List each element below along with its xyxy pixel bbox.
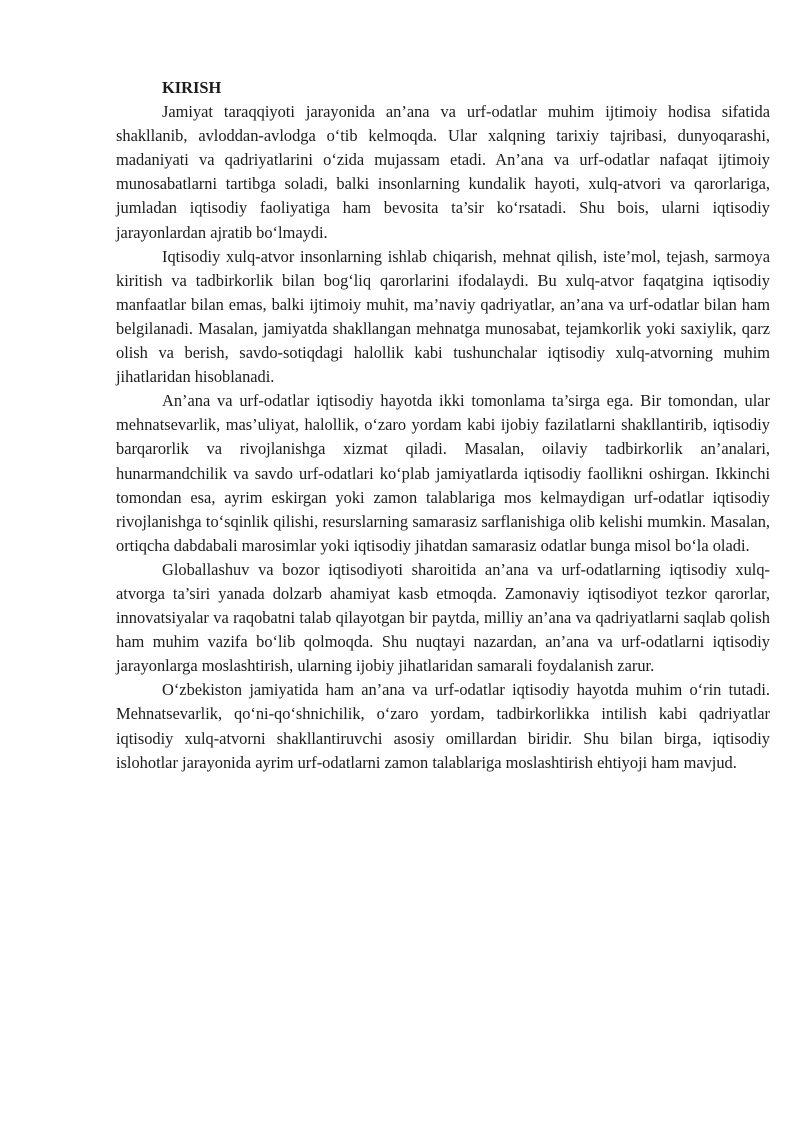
paragraph-2: Iqtisodiy xulq-atvor insonlarning ishlab chiqarish, mehnat qilish, iste’mol, tejash, sarmoya kiritish va tadbirkorlik bilan bog‘liq qarorlarini ifodalaydi. Bu xulq-atvor faqatgina iqtisodiy manfaatlar bilan emas, balki ijtimoiy muhit, ma’naviy qadriyatlar, an’ana va urf-odatlar bilan ham belgilanadi. Masalan, jamiyatda shakllangan mehnatga munosabat, tejamkorlik yoki saxiylik, qarz olish va berish, savdo-sotiqdagi halollik kabi tushunchalar iqtisodiy xulq-atvorning muhim jihatlaridan hisoblanadi. [116,246,770,387]
section-heading: KIRISH [162,78,222,97]
paragraph-5: O‘zbekiston jamiyatida ham an’ana va urf-odatlar iqtisodiy hayotda muhim o‘rin tutadi. Mehnatsevarlik, qo‘ni-qo‘shnichilik, o‘zaro yordam, tadbirkorlikka intilish kabi qadriyatlar iqtisodiy xulq-atvorni shakllantiruvchi asosiy omillardan biridir. Shu bilan birga, iqtisodiy islohotlar jarayonida ayrim urf-odatlarni zamon talablariga moslashtirish ehtiyoji ham mavjud. [116,680,770,772]
paragraph-1: Jamiyat taraqqiyoti jarayonida an’ana va urf-odatlar muhim ijtimoiy hodisa sifatida shakllanib, avloddan-avlodga o‘tib kelmoqda. Ular xalqning tarixiy tajribasi, dunyoqarashi, madaniyati va qadriyatlarini o‘zida mujassam etadi. An’ana va urf-odatlar nafaqat ijtimoiy munosabatlarni tartibga soladi, balki insonlarning kundalik hayoti, xulq-atvori va qarorlariga, jumladan iqtisodiy faoliyatiga ham bevosita ta’sir ko‘rsatadi. Shu bois, ularni iqtisodiy jarayonlardan ajratib bo‘lmaydi. [116,102,770,242]
paragraph-4: Globallashuv va bozor iqtisodiyoti sharoitida an’ana va urf-odatlarning iqtisodiy xulq-atvorga ta’siri yanada dolzarb ahamiyat kasb etmoqda. Zamonaviy iqtisodiyot tezkor qarorlar, innovatsiyalar va raqobatni talab qilayotgan bir paytda, milliy an’ana va qadriyatlarni saqlab qolish ham muhim vazifa bo‘lib qolmoqda. Shu nuqtayi nazardan, an’ana va urf-odatlarni iqtisodiy jarayonlarga moslashtirish, ularning ijobiy jihatlaridan samarali foydalanish zarur. [116,559,770,676]
document-page [116,76,770,775]
paragraph-3: An’ana va urf-odatlar iqtisodiy hayotda ikki tomonlama ta’sirga ega. Bir tomondan, ular mehnatsevarlik, mas’uliyat, halollik, o‘zaro yordam kabi ijobiy fazilatlarni shakllantirib, iqtisodiy barqarorlik va rivojlanishga xizmat qiladi. Masalan, oilaviy tadbirkorlik an’analari, hunarmandchilik va savdo urf-odatlari ko‘plab jamiyatlarda iqtisodiy faollikni oshirgan. Ikkinchi tomondan esa, ayrim eskirgan yoki zamon talablariga mos kelmaydigan urf-odatlar iqtisodiy rivojlanishga to‘sqinlik qilishi, resurslarning samarasiz sarflanishiga olib kelishi mumkin. Masalan, ortiqcha dabdabali marosimlar yoki iqtisodiy jihatdan samarasiz odatlar bunga misol bo‘la oladi. [116,391,770,555]
